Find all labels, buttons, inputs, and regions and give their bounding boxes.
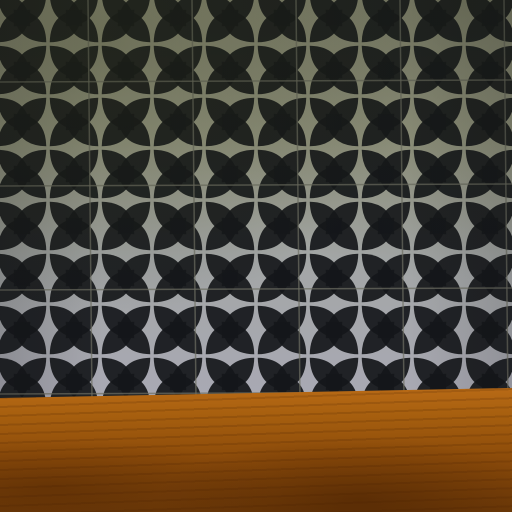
wooden-counter xyxy=(0,388,512,512)
wood-grain xyxy=(0,388,512,512)
